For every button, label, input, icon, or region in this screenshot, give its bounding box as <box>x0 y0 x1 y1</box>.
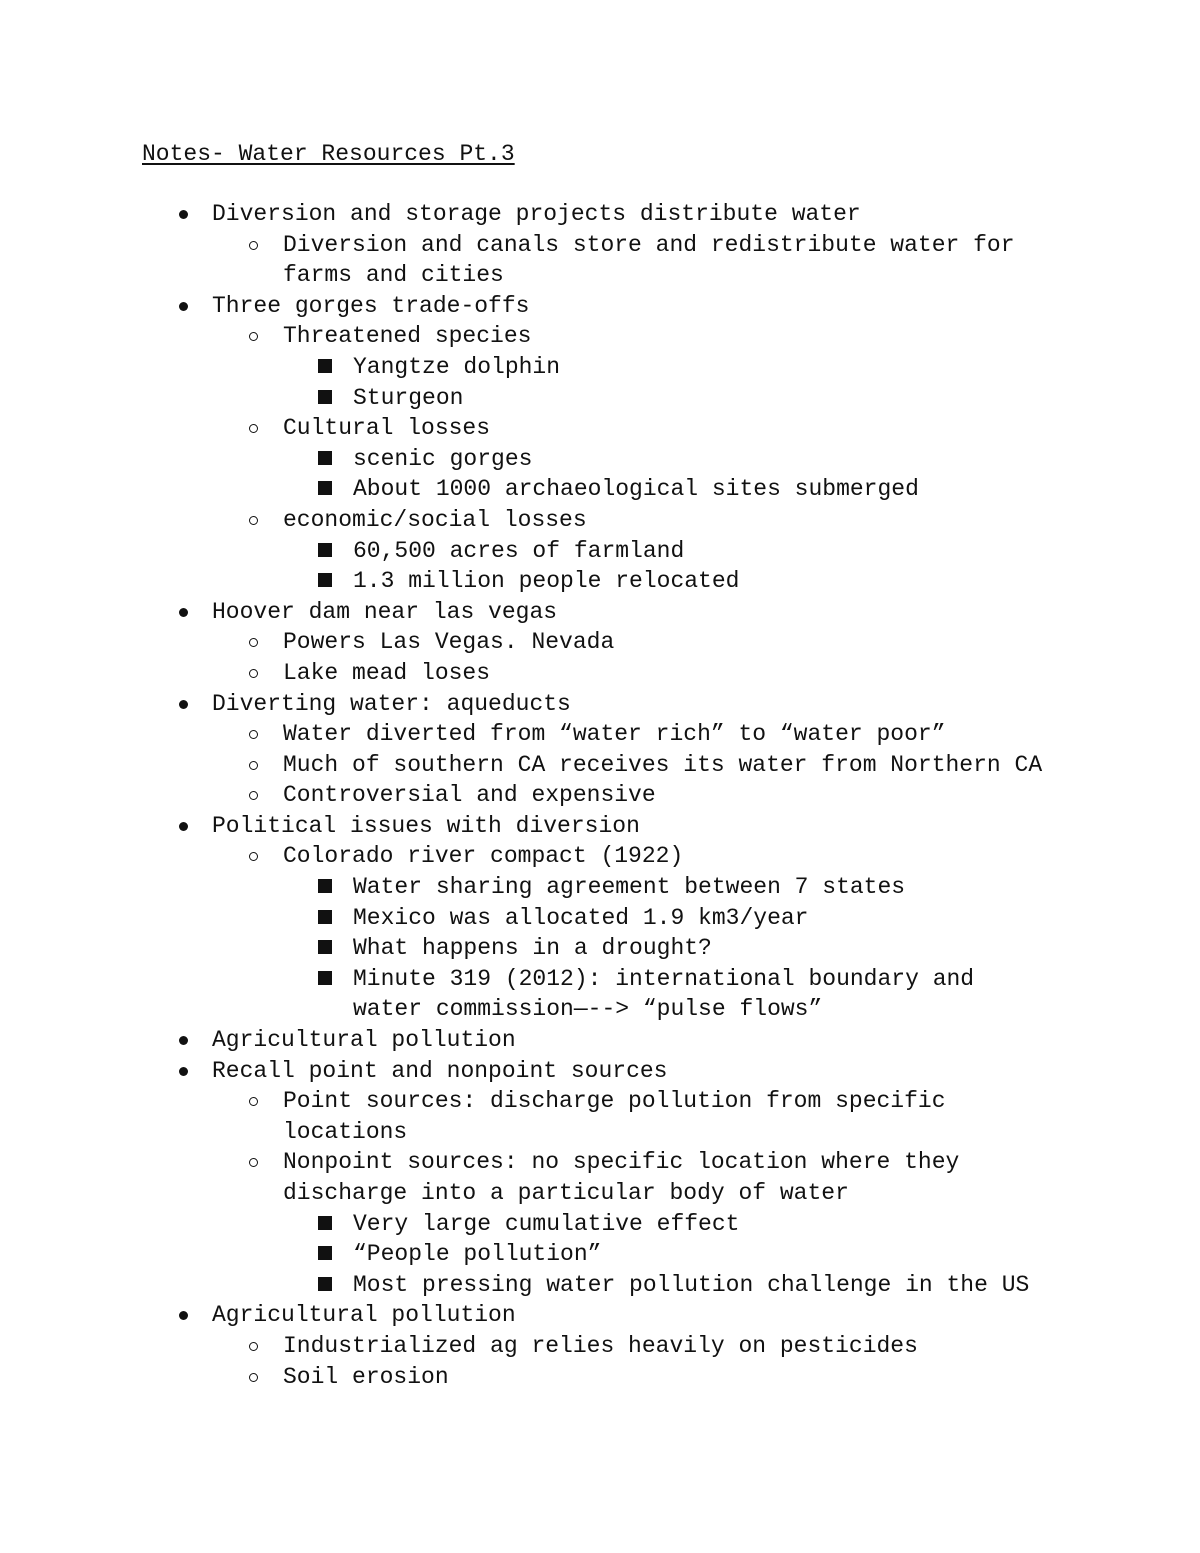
list-item <box>0 1209 1200 1240</box>
square-bullet-icon <box>318 1246 332 1260</box>
list-item-text: 60,500 acres of farmland <box>353 537 685 564</box>
square-bullet-icon <box>318 481 332 495</box>
list-item-text: About 1000 archaeological sites submerged <box>353 476 919 503</box>
circle-bullet-icon <box>249 638 258 647</box>
list-item-text: Sturgeon <box>353 384 464 411</box>
notes-list <box>0 199 1200 1392</box>
list-item <box>0 933 1200 964</box>
circle-bullet-icon <box>249 1097 258 1106</box>
circle-bullet-icon <box>249 332 258 341</box>
circle-bullet-icon <box>249 241 258 250</box>
list-item <box>0 964 1200 1025</box>
list-item <box>0 627 1200 658</box>
list-item <box>0 505 1200 536</box>
square-bullet-icon <box>318 1216 332 1230</box>
list-item <box>0 1025 1200 1056</box>
disc-bullet-icon <box>179 608 188 617</box>
list-item <box>0 1147 1200 1208</box>
list-item-text: Hoover dam near las vegas <box>212 598 558 625</box>
disc-bullet-icon <box>179 210 188 219</box>
disc-bullet-icon <box>179 302 188 311</box>
list-item <box>0 352 1200 383</box>
circle-bullet-icon <box>249 761 258 770</box>
list-item <box>0 444 1200 475</box>
list-item <box>0 1300 1200 1331</box>
circle-bullet-icon <box>249 1342 258 1351</box>
list-item-text: Industrialized ag relies heavily on pesticides <box>283 1332 918 1359</box>
list-item <box>0 1056 1200 1087</box>
list-item-text: Agricultural pollution <box>212 1027 516 1054</box>
list-item <box>0 1331 1200 1362</box>
list-item-text: Water diverted from “water rich” to “water poor” <box>283 721 946 748</box>
list-item <box>0 413 1200 444</box>
circle-bullet-icon <box>249 516 258 525</box>
list-item <box>0 1362 1200 1393</box>
disc-bullet-icon <box>179 700 188 709</box>
list-item-text: Threatened species <box>283 323 532 350</box>
disc-bullet-icon <box>179 1311 188 1320</box>
list-item-text: Agricultural pollution <box>212 1302 516 1329</box>
list-item-text: Diverting water: aqueducts <box>212 690 571 717</box>
square-bullet-icon <box>318 940 332 954</box>
list-item-text: 1.3 million people relocated <box>353 568 740 595</box>
disc-bullet-icon <box>179 822 188 831</box>
list-item-text: Nonpoint sources: no specific location where they discharge into a particular body of water <box>283 1149 960 1206</box>
circle-bullet-icon <box>249 1158 258 1167</box>
square-bullet-icon <box>318 1277 332 1291</box>
square-bullet-icon <box>318 451 332 465</box>
list-item-text: Soil erosion <box>283 1363 449 1390</box>
list-item-text: Controversial and expensive <box>283 782 656 809</box>
list-item-text: economic/social losses <box>283 506 587 533</box>
list-item <box>0 474 1200 505</box>
list-item <box>0 383 1200 414</box>
list-item <box>0 291 1200 322</box>
square-bullet-icon <box>318 390 332 404</box>
circle-bullet-icon <box>249 852 258 861</box>
circle-bullet-icon <box>249 730 258 739</box>
list-item-text: Mexico was allocated 1.9 km3/year <box>353 904 809 931</box>
list-item-text: What happens in a drought? <box>353 935 712 962</box>
square-bullet-icon <box>318 543 332 557</box>
list-item <box>0 536 1200 567</box>
square-bullet-icon <box>318 971 332 985</box>
list-item-text: Political issues with diversion <box>212 812 640 839</box>
list-item <box>0 689 1200 720</box>
list-item-text: Most pressing water pollution challenge in the US <box>353 1271 1030 1298</box>
list-item-text: Colorado river compact (1922) <box>283 843 684 870</box>
circle-bullet-icon <box>249 791 258 800</box>
list-item-text: Point sources: discharge pollution from specific locations <box>283 1088 946 1145</box>
disc-bullet-icon <box>179 1036 188 1045</box>
list-item-text: Minute 319 (2012): international boundary and water commission—--> “pulse flows” <box>353 965 975 1023</box>
list-item <box>0 566 1200 597</box>
list-item-text: Yangtze dolphin <box>353 353 561 380</box>
list-item <box>0 321 1200 352</box>
circle-bullet-icon <box>249 424 258 433</box>
list-item-text: Three gorges trade-offs <box>212 292 530 319</box>
list-item-text: Cultural losses <box>283 415 491 442</box>
list-item <box>0 719 1200 750</box>
list-item <box>0 597 1200 628</box>
document-title: Notes- Water Resources Pt.3 <box>142 141 515 167</box>
list-item-text: Much of southern CA receives its water from Northern CA <box>283 751 1043 778</box>
disc-bullet-icon <box>179 1067 188 1076</box>
circle-bullet-icon <box>249 669 258 678</box>
list-item-text: scenic gorges <box>353 445 533 472</box>
square-bullet-icon <box>318 910 332 924</box>
list-item <box>0 1270 1200 1301</box>
list-item <box>0 1086 1200 1147</box>
list-item-text: Water sharing agreement between 7 states <box>353 874 906 901</box>
list-item-text: “People pollution” <box>353 1241 602 1268</box>
list-item <box>0 1239 1200 1270</box>
list-item <box>0 841 1200 872</box>
list-item <box>0 230 1200 291</box>
list-item <box>0 750 1200 781</box>
list-item-text: Lake mead loses <box>283 659 491 686</box>
list-item <box>0 811 1200 842</box>
list-item <box>0 658 1200 689</box>
list-item-text: Very large cumulative effect <box>353 1210 740 1237</box>
list-item-text: Recall point and nonpoint sources <box>212 1057 668 1084</box>
list-item-text: Diversion and canals store and redistribute water for farms and cities <box>283 231 1015 289</box>
list-item-text: Powers Las Vegas. Nevada <box>283 629 615 656</box>
list-item-text: Diversion and storage projects distribute water <box>212 201 861 227</box>
square-bullet-icon <box>318 879 332 893</box>
square-bullet-icon <box>318 359 332 373</box>
list-item <box>0 872 1200 903</box>
square-bullet-icon <box>318 573 332 587</box>
list-item <box>0 780 1200 811</box>
list-item <box>0 903 1200 934</box>
list-item <box>0 199 1200 230</box>
circle-bullet-icon <box>249 1373 258 1382</box>
